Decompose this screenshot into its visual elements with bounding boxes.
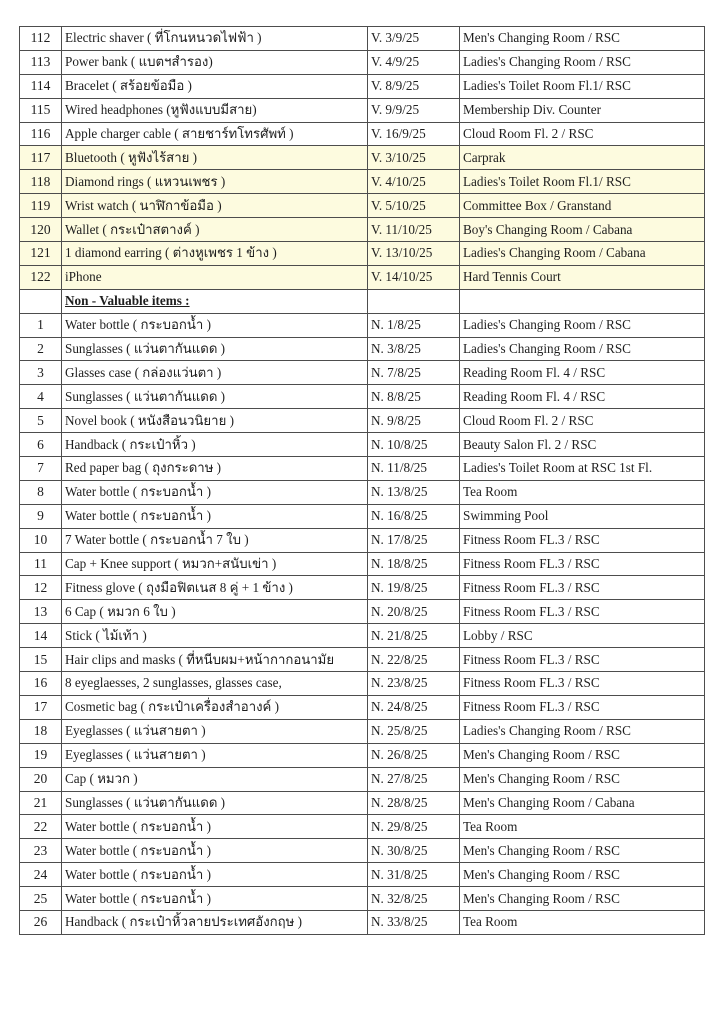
item-code: V. 11/10/25 <box>368 218 460 242</box>
item-code: N. 33/8/25 <box>368 910 460 934</box>
found-location: Ladies's Changing Room / RSC <box>460 313 705 337</box>
row-number: 26 <box>20 910 62 934</box>
item-code: N. 21/8/25 <box>368 624 460 648</box>
item-code: N. 13/8/25 <box>368 480 460 504</box>
found-location: Men's Changing Room / RSC <box>460 887 705 911</box>
item-description: Wallet ( กระเป๋าสตางค์ ) <box>62 218 368 242</box>
row-number: 3 <box>20 361 62 385</box>
found-location: Hard Tennis Court <box>460 265 705 289</box>
item-code: N. 20/8/25 <box>368 600 460 624</box>
found-location: Reading Room Fl. 4 / RSC <box>460 361 705 385</box>
item-code: N. 11/8/25 <box>368 457 460 481</box>
row-number: 4 <box>20 385 62 409</box>
item-code: N. 17/8/25 <box>368 528 460 552</box>
item-description: Water bottle ( กระบอกน้ำ ) <box>62 839 368 863</box>
valuable-items-section <box>20 27 705 290</box>
found-location: Lobby / RSC <box>460 624 705 648</box>
item-code: V. 4/10/25 <box>368 170 460 194</box>
non-valuable-item-row <box>20 695 705 719</box>
item-description: Glasses case ( กล่องแว่นตา ) <box>62 361 368 385</box>
non-valuable-item-row <box>20 409 705 433</box>
item-description: Water bottle ( กระบอกน้ำ ) <box>62 863 368 887</box>
non-valuable-item-row <box>20 313 705 337</box>
non-valuable-item-row <box>20 719 705 743</box>
valuable-item-row <box>20 242 705 266</box>
non-valuable-item-row <box>20 385 705 409</box>
valuable-item-row <box>20 74 705 98</box>
row-number: 1 <box>20 313 62 337</box>
row-number: 119 <box>20 194 62 218</box>
item-description: Diamond rings ( แหวนเพชร ) <box>62 170 368 194</box>
item-code: V. 3/9/25 <box>368 27 460 51</box>
found-location: Fitness Room FL.3 / RSC <box>460 648 705 672</box>
valuable-item-row <box>20 27 705 51</box>
row-number: 9 <box>20 504 62 528</box>
found-location: Swimming Pool <box>460 504 705 528</box>
item-description: Eyeglasses ( แว่นสายตา ) <box>62 743 368 767</box>
row-number: 6 <box>20 433 62 457</box>
non-valuable-item-row <box>20 480 705 504</box>
item-code: N. 10/8/25 <box>368 433 460 457</box>
item-code: V. 13/10/25 <box>368 242 460 266</box>
found-location: Ladies's Toilet Room Fl.1/ RSC <box>460 170 705 194</box>
non-valuable-item-row <box>20 863 705 887</box>
found-location: Cloud Room Fl. 2 / RSC <box>460 122 705 146</box>
non-valuable-item-row <box>20 767 705 791</box>
non-valuable-item-row <box>20 457 705 481</box>
item-description: Bracelet ( สร้อยข้อมือ ) <box>62 74 368 98</box>
row-number: 22 <box>20 815 62 839</box>
valuable-item-row <box>20 50 705 74</box>
found-location: Boy's Changing Room / Cabana <box>460 218 705 242</box>
item-description: Water bottle ( กระบอกน้ำ ) <box>62 313 368 337</box>
found-location: Tea Room <box>460 480 705 504</box>
non-valuable-item-row <box>20 791 705 815</box>
found-location: Fitness Room FL.3 / RSC <box>460 600 705 624</box>
item-description: Wrist watch ( นาฬิกาข้อมือ ) <box>62 194 368 218</box>
non-valuable-item-row <box>20 552 705 576</box>
item-description: Sunglasses ( แว่นตากันแดด ) <box>62 385 368 409</box>
row-number: 7 <box>20 457 62 481</box>
item-code: N. 30/8/25 <box>368 839 460 863</box>
item-code: N. 8/8/25 <box>368 385 460 409</box>
item-description: Cap + Knee support ( หมวก+สนับเข่า ) <box>62 552 368 576</box>
row-number: 2 <box>20 337 62 361</box>
valuable-item-row <box>20 146 705 170</box>
item-code: N. 27/8/25 <box>368 767 460 791</box>
item-description: Water bottle ( กระบอกน้ำ ) <box>62 480 368 504</box>
non-valuable-item-row <box>20 672 705 696</box>
row-number: 17 <box>20 695 62 719</box>
item-description: Stick ( ไม้เท้า ) <box>62 624 368 648</box>
valuable-item-row <box>20 170 705 194</box>
item-description: Power bank ( แบตฯสำรอง) <box>62 50 368 74</box>
non-valuable-item-row <box>20 624 705 648</box>
item-code: N. 22/8/25 <box>368 648 460 672</box>
item-code: N. 32/8/25 <box>368 887 460 911</box>
row-number: 12 <box>20 576 62 600</box>
row-number: 117 <box>20 146 62 170</box>
item-description: Red paper bag ( ถุงกระดาษ ) <box>62 457 368 481</box>
item-description: 7 Water bottle ( กระบอกน้ำ 7 ใบ ) <box>62 528 368 552</box>
item-description: Handback ( กระเป๋าหิ้ว ) <box>62 433 368 457</box>
found-location: Men's Changing Room / RSC <box>460 839 705 863</box>
found-location: Fitness Room FL.3 / RSC <box>460 695 705 719</box>
found-location: Carprak <box>460 146 705 170</box>
item-description: 8 eyeglaesses, 2 sunglasses, glasses case, <box>62 672 368 696</box>
row-number: 120 <box>20 218 62 242</box>
valuable-item-row <box>20 98 705 122</box>
row-number: 15 <box>20 648 62 672</box>
non-valuable-item-row <box>20 361 705 385</box>
valuable-item-row <box>20 194 705 218</box>
non-valuable-item-row <box>20 600 705 624</box>
found-location: Reading Room Fl. 4 / RSC <box>460 385 705 409</box>
non-valuable-header-section <box>20 289 705 313</box>
row-number: 10 <box>20 528 62 552</box>
item-code: V. 16/9/25 <box>368 122 460 146</box>
item-code: N. 28/8/25 <box>368 791 460 815</box>
item-description: Cosmetic bag ( กระเป๋าเครื่องสำอางค์ ) <box>62 695 368 719</box>
found-location: Beauty Salon Fl. 2 / RSC <box>460 433 705 457</box>
section-title: Non - Valuable items : <box>65 293 190 309</box>
non-valuable-item-row <box>20 504 705 528</box>
non-valuable-item-row <box>20 910 705 934</box>
lost-items-table <box>19 26 705 935</box>
row-number: 19 <box>20 743 62 767</box>
row-number: 114 <box>20 74 62 98</box>
item-description: 1 diamond earring ( ต่างหูเพชร 1 ข้าง ) <box>62 242 368 266</box>
item-code: N. 29/8/25 <box>368 815 460 839</box>
found-location: Ladies's Changing Room / RSC <box>460 719 705 743</box>
row-number: 16 <box>20 672 62 696</box>
section-title-cell <box>62 289 368 313</box>
item-description: Water bottle ( กระบอกน้ำ ) <box>62 504 368 528</box>
row-number: 116 <box>20 122 62 146</box>
item-code: N. 3/8/25 <box>368 337 460 361</box>
item-description: Water bottle ( กระบอกน้ำ ) <box>62 887 368 911</box>
item-code: N. 26/8/25 <box>368 743 460 767</box>
found-location: Ladies's Toilet Room Fl.1/ RSC <box>460 74 705 98</box>
section-header-row <box>20 289 705 313</box>
non-valuable-item-row <box>20 337 705 361</box>
item-description: Sunglasses ( แว่นตากันแดด ) <box>62 791 368 815</box>
row-number: 21 <box>20 791 62 815</box>
row-number: 8 <box>20 480 62 504</box>
row-number: 18 <box>20 719 62 743</box>
non-valuable-item-row <box>20 648 705 672</box>
found-location: Fitness Room FL.3 / RSC <box>460 528 705 552</box>
non-valuable-item-row <box>20 839 705 863</box>
found-location: Fitness Room FL.3 / RSC <box>460 576 705 600</box>
item-code: N. 1/8/25 <box>368 313 460 337</box>
item-code: N. 7/8/25 <box>368 361 460 385</box>
item-code: N. 18/8/25 <box>368 552 460 576</box>
non-valuable-item-row <box>20 576 705 600</box>
item-description: Fitness glove ( ถุงมือฟิตเนส 8 คู่ + 1 ข้าง ) <box>62 576 368 600</box>
found-location: Men's Changing Room / RSC <box>460 743 705 767</box>
found-location: Tea Room <box>460 815 705 839</box>
item-code: N. 9/8/25 <box>368 409 460 433</box>
found-location: Ladies's Changing Room / RSC <box>460 50 705 74</box>
row-number: 24 <box>20 863 62 887</box>
non-valuable-item-row <box>20 815 705 839</box>
found-location: Ladies's Toilet Room at RSC 1st Fl. <box>460 457 705 481</box>
item-code: N. 23/8/25 <box>368 672 460 696</box>
item-description: Wired headphones (หูฟังแบบมีสาย) <box>62 98 368 122</box>
item-description: Eyeglasses ( แว่นสายตา ) <box>62 719 368 743</box>
item-code: V. 8/9/25 <box>368 74 460 98</box>
row-number: 14 <box>20 624 62 648</box>
item-description: Cap ( หมวก ) <box>62 767 368 791</box>
non-valuable-item-row <box>20 887 705 911</box>
item-code: V. 9/9/25 <box>368 98 460 122</box>
found-location: Committee Box / Granstand <box>460 194 705 218</box>
found-location: Cloud Room Fl. 2 / RSC <box>460 409 705 433</box>
item-description: Hair clips and masks ( ที่หนีบผม+หน้ากากอนามัย <box>62 648 368 672</box>
row-number: 25 <box>20 887 62 911</box>
valuable-item-row <box>20 122 705 146</box>
item-description: Sunglasses ( แว่นตากันแดด ) <box>62 337 368 361</box>
item-code: V. 4/9/25 <box>368 50 460 74</box>
row-number: 5 <box>20 409 62 433</box>
item-code: N. 25/8/25 <box>368 719 460 743</box>
item-code: N. 24/8/25 <box>368 695 460 719</box>
valuable-item-row <box>20 218 705 242</box>
section-header-code-cell <box>368 289 460 313</box>
row-number: 13 <box>20 600 62 624</box>
found-location: Fitness Room FL.3 / RSC <box>460 552 705 576</box>
valuable-item-row <box>20 265 705 289</box>
non-valuable-item-row <box>20 433 705 457</box>
item-description: Novel book ( หนังสือนวนิยาย ) <box>62 409 368 433</box>
section-header-num-cell <box>20 289 62 313</box>
item-description: 6 Cap ( หมวก 6 ใบ ) <box>62 600 368 624</box>
row-number: 122 <box>20 265 62 289</box>
found-location: Men's Changing Room / RSC <box>460 767 705 791</box>
non-valuable-items-section <box>20 313 705 934</box>
item-description: Bluetooth ( หูฟังไร้สาย ) <box>62 146 368 170</box>
non-valuable-item-row <box>20 743 705 767</box>
item-code: V. 14/10/25 <box>368 265 460 289</box>
row-number: 112 <box>20 27 62 51</box>
item-code: V. 3/10/25 <box>368 146 460 170</box>
non-valuable-item-row <box>20 528 705 552</box>
row-number: 115 <box>20 98 62 122</box>
row-number: 11 <box>20 552 62 576</box>
item-description: iPhone <box>62 265 368 289</box>
item-description: Electric shaver ( ที่โกนหนวดไฟฟ้า ) <box>62 27 368 51</box>
found-location: Ladies's Changing Room / Cabana <box>460 242 705 266</box>
item-description: Water bottle ( กระบอกน้ำ ) <box>62 815 368 839</box>
row-number: 121 <box>20 242 62 266</box>
row-number: 20 <box>20 767 62 791</box>
found-location: Fitness Room FL.3 / RSC <box>460 672 705 696</box>
item-code: N. 31/8/25 <box>368 863 460 887</box>
row-number: 113 <box>20 50 62 74</box>
found-location: Tea Room <box>460 910 705 934</box>
item-code: N. 19/8/25 <box>368 576 460 600</box>
found-location: Men's Changing Room / Cabana <box>460 791 705 815</box>
item-description: Apple charger cable ( สายชาร์ทโทรศัพท์ ) <box>62 122 368 146</box>
found-location: Ladies's Changing Room / RSC <box>460 337 705 361</box>
found-location: Men's Changing Room / RSC <box>460 863 705 887</box>
item-code: V. 5/10/25 <box>368 194 460 218</box>
found-location: Membership Div. Counter <box>460 98 705 122</box>
found-location: Men's Changing Room / RSC <box>460 27 705 51</box>
section-header-location-cell <box>460 289 705 313</box>
item-description: Handback ( กระเป๋าหิ้วลายประเทศอังกฤษ ) <box>62 910 368 934</box>
row-number: 23 <box>20 839 62 863</box>
item-code: N. 16/8/25 <box>368 504 460 528</box>
row-number: 118 <box>20 170 62 194</box>
